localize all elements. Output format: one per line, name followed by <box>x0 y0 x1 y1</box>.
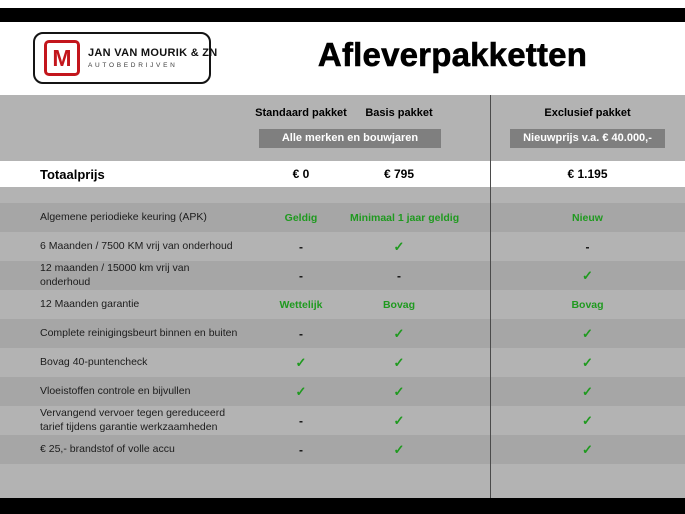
total-price-label: Totaalprijs <box>40 166 105 182</box>
row-value-standaard: - <box>299 268 303 283</box>
row-value-basis: Bovag <box>382 298 416 311</box>
row-value-basis: - <box>397 268 401 283</box>
total-price-row <box>0 161 685 187</box>
table-row <box>0 232 685 261</box>
row-value-standaard: ✓ <box>295 354 307 370</box>
badge-alle-merken: Alle merken en bouwjaren <box>259 129 441 148</box>
row-value-basis: ✓ <box>393 325 405 341</box>
row-value-standaard: ✓ <box>295 383 307 399</box>
package-comparison-table <box>0 95 685 498</box>
price-standaard: € 0 <box>292 167 310 181</box>
row-value-standaard: - <box>299 326 303 341</box>
brand-m-letter: M <box>52 44 72 71</box>
table-row <box>0 377 685 406</box>
row-label: Vloeistoffen controle en bijvullen <box>40 384 191 397</box>
row-value-basis: ✓ <box>393 383 405 399</box>
row-value-standaard: - <box>299 239 303 254</box>
column-divider <box>490 95 491 498</box>
row-value-exclusief: ✓ <box>582 383 593 399</box>
row-value-exclusief: ✓ <box>582 441 593 457</box>
column-header-exclusief-pakket: Exclusief pakket <box>544 107 631 119</box>
top-bar <box>0 8 685 22</box>
brand-logo <box>33 32 218 84</box>
brand-name: JAN VAN MOURIK & ZN <box>88 47 218 59</box>
column-header-basis-pakket: Basis pakket <box>365 107 433 119</box>
table-row <box>0 261 685 290</box>
row-label: Complete reinigingsbeurt binnen en buiten <box>40 326 238 339</box>
table-row <box>0 435 685 464</box>
row-value-standaard: - <box>299 442 303 457</box>
badge-nieuwprijs: Nieuwprijs v.a. € 40.000,- <box>510 129 665 148</box>
row-label: 12 Maanden garantie <box>40 297 140 310</box>
row-value-standaard: Geldig <box>284 211 318 224</box>
row-value-basis: ✓ <box>393 354 405 370</box>
table-row <box>0 203 685 232</box>
row-value-basis: ✓ <box>393 412 405 428</box>
price-basis: € 795 <box>383 167 415 181</box>
bottom-bar <box>0 498 685 514</box>
row-value-exclusief: Bovag <box>571 298 604 311</box>
row-value-exclusief: ✓ <box>582 267 593 283</box>
row-value-basis: Minimaal 1 jaar geldig <box>350 211 460 224</box>
column-headers-row <box>0 107 685 119</box>
brand-subtitle: AUTOBEDRIJVEN <box>88 62 178 69</box>
row-label: 12 maanden / 15000 km vrij van onderhoud <box>40 262 190 288</box>
row-label: Algemene periodieke keuring (APK) <box>40 210 207 223</box>
table-row <box>0 348 685 377</box>
row-label: Vervangend vervoer tegen gereduceerd tarief tijdens garantie werkzaamheden <box>40 407 226 433</box>
row-value-exclusief: ✓ <box>582 325 593 341</box>
row-value-exclusief: - <box>585 239 590 254</box>
table-row <box>0 290 685 319</box>
header <box>0 22 685 95</box>
row-value-standaard: Wettelijk <box>279 298 323 311</box>
column-header-standaard-pakket: Standaard pakket <box>255 107 347 119</box>
price-exclusief: € 1.195 <box>567 167 608 181</box>
row-value-basis: ✓ <box>393 441 405 457</box>
badges-row <box>0 129 685 149</box>
row-value-exclusief: Nieuw <box>572 211 603 224</box>
row-label: Bovag 40-puntencheck <box>40 355 148 368</box>
brand-text <box>88 47 218 69</box>
page-title: Afleverpakketten <box>317 36 588 73</box>
brand-m-icon <box>44 40 80 76</box>
table-row <box>0 319 685 348</box>
row-value-basis: ✓ <box>393 238 405 254</box>
row-label: € 25,- brandstof of volle accu <box>40 442 175 455</box>
row-value-exclusief: ✓ <box>582 354 593 370</box>
row-value-standaard: - <box>299 413 303 428</box>
feature-rows <box>0 203 685 464</box>
row-label: 6 Maanden / 7500 KM vrij van onderhoud <box>40 239 233 252</box>
row-value-exclusief: ✓ <box>582 412 593 428</box>
table-row <box>0 406 685 435</box>
